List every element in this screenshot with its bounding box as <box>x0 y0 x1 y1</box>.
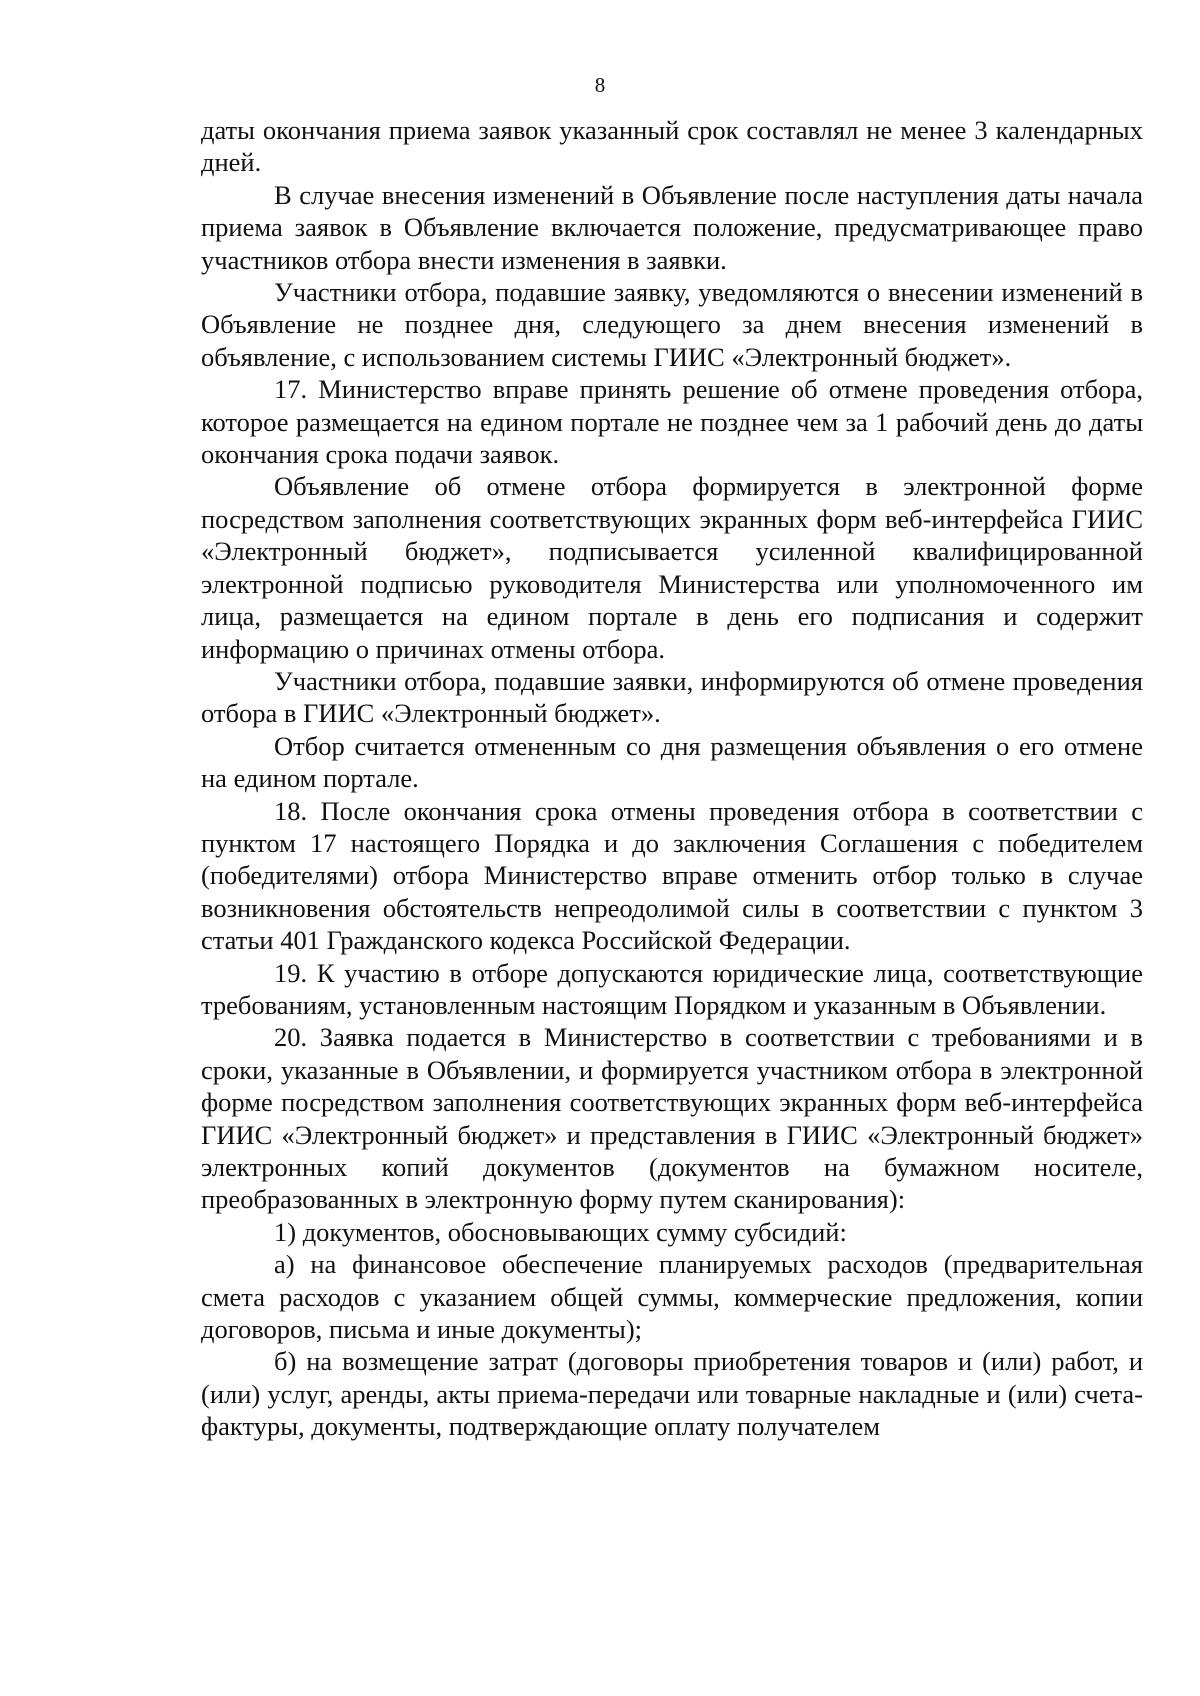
paragraph-item-1: 1) документов, обосновывающих сумму субсидий: <box>274 1216 847 1247</box>
paragraph-continuation: даты окончания приема заявок указанный срок составлял не менее 3 календарных дней. <box>201 115 1143 178</box>
paragraph-participants-informed: Участники отбора, подавшие заявки, информируются об отмене проведения отбора в ГИИС «Электронный бюджет». <box>201 665 1143 729</box>
paragraph-item-a: а) на финансовое обеспечение планируемых расходов (предварительная смета расходов с указанием общей суммы, коммерческие предложения, копии договоров, письма и иные документы); <box>201 1249 1143 1345</box>
paragraph-selection-cancelled: Отбор считается отмененным со дня размещения объявления о его отмене на едином портале. <box>201 730 1143 794</box>
paragraph-clause-20: 20. Заявка подается в Министерство в соответствии с требованиями и в сроки, указанные в Объявлении, и формируется участником отбора в электронной форме посредством заполнения соответствующих экранных форм веб-интерфейса ГИИС «Электронный бюджет» и представления в ГИИС «Электронный бюджет» электронных копий документов (документов на бумажном носителе, преобразованных в электронную форму путем сканирования): <box>201 1022 1143 1215</box>
paragraph-participants-notified: Участники отбора, подавшие заявку, уведомляются о внесении изменений в Объявление не позднее дня, следующего за днем внесения изменений в объявление, с использованием системы ГИИС «Электронный бюджет». <box>201 277 1143 372</box>
paragraph-item-b: б) на возмещение затрат (договоры приобретения товаров и (или) работ, и (или) услуг, аренды, акты приема-передачи или товарные накладные и (или) счета-фактуры, документы, подтверждающие оплату получателем <box>201 1346 1143 1442</box>
paragraph-clause-17: 17. Министерство вправе принять решение об отмене проведения отбора, которое размещается на едином портале не позднее чем за 1 рабочий день до даты окончания срока подачи заявок. <box>201 374 1143 470</box>
paragraph-changes-after-start: В случае внесения изменений в Объявление после наступления даты начала приема заявок в Объявление включается положение, предусматривающее право участников отбора внести изменения в заявки. <box>201 179 1143 275</box>
paragraph-clause-18: 18. После окончания срока отмены проведения отбора в соответствии с пунктом 17 настоящего Порядка и до заключения Соглашения с победителем (победителями) отбора Министерство вправе отменить отбор только в случае возникновения обстоятельств непреодолимой силы в соответствии с пунктом 3 статьи 401 Гражданского кодекса Российской Федерации. <box>201 795 1143 956</box>
paragraph-clause-19: 19. К участию в отборе допускаются юридические лица, соответствующие требованиям, установленным настоящим Порядком и указанным в Объявлении. <box>201 957 1143 1020</box>
paragraph-cancellation-notice: Объявление об отмене отбора формируется в электронной форме посредством заполнения соответствующих экранных форм веб-интерфейса ГИИС «Электронный бюджет», подписывается усиленной квалифицированной электронной подписью руководителя Министерства или уполномоченного им лица, размещается на едином портале в день его подписания и содержит информацию о причинах отмены отбора. <box>201 471 1143 664</box>
document-body <box>201 114 1143 1443</box>
page-number: 8 <box>594 73 606 97</box>
